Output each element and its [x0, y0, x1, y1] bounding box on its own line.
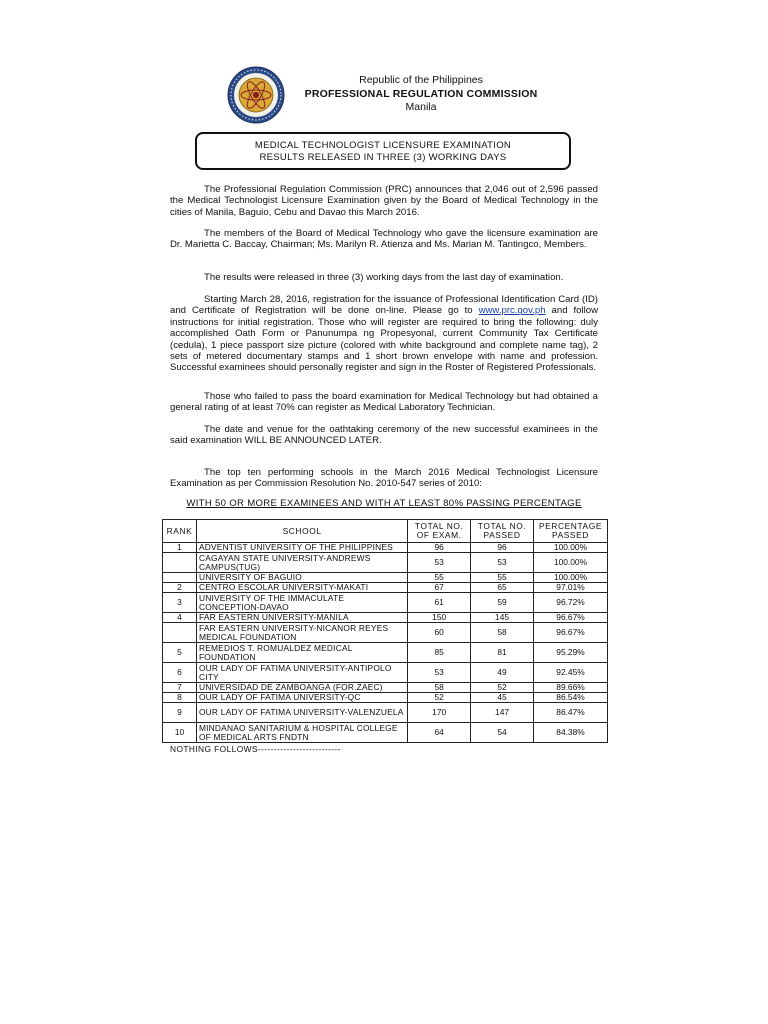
table-row — [163, 543, 608, 553]
table-row — [163, 613, 608, 623]
school-cell: REMEDIOS T. ROMUALDEZ MEDICAL FOUNDATION — [196, 643, 407, 663]
exam-cell: 53 — [408, 663, 471, 683]
percentage-cell: 100.00% — [533, 573, 607, 583]
exam-cell: 55 — [408, 573, 471, 583]
header-total-passed: TOTAL NO. PASSED — [471, 520, 534, 543]
passed-cell: 49 — [471, 663, 534, 683]
percentage-cell: 84.38% — [533, 723, 607, 743]
school-cell: OUR LADY OF FATIMA UNIVERSITY-VALENZUELA — [196, 703, 407, 723]
school-cell: ADVENTIST UNIVERSITY OF THE PHILIPPINES — [196, 543, 407, 553]
passed-cell: 58 — [471, 623, 534, 643]
commission-name: PROFESSIONAL REGULATION COMMISSION — [304, 87, 538, 100]
press-release-title — [195, 132, 571, 170]
table-row — [163, 663, 608, 683]
table-row — [163, 703, 608, 723]
percentage-cell: 100.00% — [533, 543, 607, 553]
rank-cell: 7 — [163, 683, 197, 693]
passed-cell: 147 — [471, 703, 534, 723]
p4-text-before: Starting March 28, 2016, registration for the issuance of Professional Identification Card (ID) and Certificate of Registration will be done on-line. Please go to — [170, 294, 598, 317]
rank-cell: 10 — [163, 723, 197, 743]
exam-cell: 67 — [408, 583, 471, 593]
table-row — [163, 553, 608, 573]
paragraph-1: The Professional Regulation Commission (PRC) announces that 2,046 out of 2,596 passed the Medical Technologist Licensure Examination given by the Board of Medical Technology in the cities of Manila, Baguio, Cebu and Davao this March 2016. — [170, 184, 598, 218]
header-rank: RANK — [163, 520, 197, 543]
percentage-cell: 100.00% — [533, 553, 607, 573]
p4-text-after: and follow instructions for initial registration. Those who will register are required to bring the following: duly accomplished Oath Form or Panunumpa ng Propesyonal, current Community Tax Certificate (cedula), 1 piece passport size picture (colored with white background and complete name tag), 2 sets of metered documentary stamps and 1 short brown envelope with name and profession. Successful examinees should personally register and sign in the Roster of Registered Professionals. — [170, 305, 598, 374]
table-row — [163, 683, 608, 693]
rank-cell: 1 — [163, 543, 197, 553]
percentage-cell: 97.01% — [533, 583, 607, 593]
paragraph-6: The date and venue for the oathtaking ceremony of the new successful examinees in the said examination WILL BE ANNOUNCED LATER. — [170, 424, 598, 447]
exam-cell: 53 — [408, 553, 471, 573]
header-school: SCHOOL — [196, 520, 407, 543]
paragraph-4 — [170, 294, 598, 374]
rank-cell — [163, 573, 197, 583]
percentage-cell: 96.67% — [533, 613, 607, 623]
school-cell: CENTRO ESCOLAR UNIVERSITY-MAKATI — [196, 583, 407, 593]
table-header-row — [163, 520, 608, 543]
header-total-exam: TOTAL NO. OF EXAM. — [408, 520, 471, 543]
percentage-cell: 86.54% — [533, 693, 607, 703]
rank-cell: 2 — [163, 583, 197, 593]
passed-cell: 52 — [471, 683, 534, 693]
paragraph-2: The members of the Board of Medical Technology who gave the licensure examination are Dr. Marietta C. Baccay, Chairman; Ms. Marilyn R. Atienza and Ms. Marian M. Tantingco, Members. — [170, 228, 598, 251]
school-cell: OUR LADY OF FATIMA UNIVERSITY-ANTIPOLO CITY — [196, 663, 407, 683]
passed-cell: 59 — [471, 593, 534, 613]
exam-cell: 64 — [408, 723, 471, 743]
school-cell: UNIVERSITY OF BAGUIO — [196, 573, 407, 583]
passed-cell: 54 — [471, 723, 534, 743]
rank-cell: 3 — [163, 593, 197, 613]
passed-cell: 55 — [471, 573, 534, 583]
prc-website-link[interactable]: www.prc.gov.ph — [478, 305, 546, 317]
city-line: Manila — [405, 101, 437, 113]
exam-cell: 170 — [408, 703, 471, 723]
top-schools-table — [162, 519, 608, 743]
rank-cell: 4 — [163, 613, 197, 623]
school-cell: FAR EASTERN UNIVERSITY-NICANOR REYES MEDICAL FOUNDATION — [196, 623, 407, 643]
passed-cell: 53 — [471, 553, 534, 573]
school-cell: UNIVERSIDAD DE ZAMBOANGA (FOR.ZAEC) — [196, 683, 407, 693]
paragraph-5: Those who failed to pass the board examination for Medical Technology but had obtained a general rating of at least 70% can register as Medical Laboratory Technician. — [170, 391, 598, 414]
exam-cell: 96 — [408, 543, 471, 553]
exam-cell: 52 — [408, 693, 471, 703]
percentage-cell: 95.29% — [533, 643, 607, 663]
school-cell: CAGAYAN STATE UNIVERSITY-ANDREWS CAMPUS(TUG) — [196, 553, 407, 573]
rank-cell: 9 — [163, 703, 197, 723]
table-row — [163, 623, 608, 643]
school-cell: FAR EASTERN UNIVERSITY-MANILA — [196, 613, 407, 623]
school-cell: UNIVERSITY OF THE IMMACULATE CONCEPTION-DAVAO — [196, 593, 407, 613]
percentage-cell: 89.66% — [533, 683, 607, 693]
passed-cell: 65 — [471, 583, 534, 593]
percentage-cell: 96.72% — [533, 593, 607, 613]
school-cell: MINDANAO SANITARIUM & HOSPITAL COLLEGE OF MEDICAL ARTS FNDTN — [196, 723, 407, 743]
table-row — [163, 693, 608, 703]
table-row — [163, 583, 608, 593]
paragraph-7: The top ten performing schools in the March 2016 Medical Technologist Licensure Examination as per Commission Resolution No. 2010-547 series of 2010: — [170, 467, 598, 490]
passed-cell: 96 — [471, 543, 534, 553]
table-row — [163, 643, 608, 663]
prc-seal-icon — [227, 66, 285, 124]
school-cell: OUR LADY OF FATIMA UNIVERSITY-QC — [196, 693, 407, 703]
header-percentage: PERCENTAGE PASSED — [533, 520, 607, 543]
passed-cell: 45 — [471, 693, 534, 703]
nothing-follows-note: NOTHING FOLLOWS-------------------------- — [170, 744, 341, 754]
exam-cell: 60 — [408, 623, 471, 643]
rank-cell: 5 — [163, 643, 197, 663]
rank-cell — [163, 553, 197, 573]
title-line-2: RESULTS RELEASED IN THREE (3) WORKING DAYS — [259, 152, 507, 163]
rank-cell — [163, 623, 197, 643]
exam-cell: 61 — [408, 593, 471, 613]
title-line-1: MEDICAL TECHNOLOGIST LICENSURE EXAMINATION — [254, 140, 512, 151]
table-row — [163, 723, 608, 743]
letterhead — [296, 74, 546, 115]
percentage-cell: 86.47% — [533, 703, 607, 723]
passed-cell: 81 — [471, 643, 534, 663]
country-line: Republic of the Philippines — [359, 74, 483, 86]
exam-cell: 58 — [408, 683, 471, 693]
passed-cell: 145 — [471, 613, 534, 623]
table-row — [163, 593, 608, 613]
exam-cell: 85 — [408, 643, 471, 663]
percentage-cell: 96.67% — [533, 623, 607, 643]
rank-cell: 8 — [163, 693, 197, 703]
exam-cell: 150 — [408, 613, 471, 623]
percentage-cell: 92.45% — [533, 663, 607, 683]
rank-cell: 6 — [163, 663, 197, 683]
table-row — [163, 573, 608, 583]
table-criteria-heading: WITH 50 OR MORE EXAMINEES AND WITH AT LEAST 80% PASSING PERCENTAGE — [186, 498, 582, 509]
paragraph-3: The results were released in three (3) working days from the last day of examination. — [204, 272, 564, 283]
